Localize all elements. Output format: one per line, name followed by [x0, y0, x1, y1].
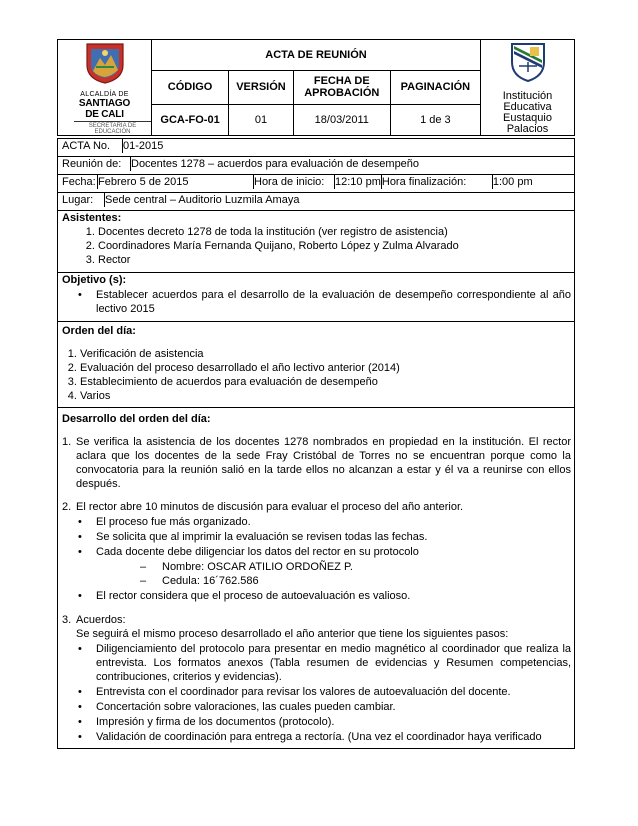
- lugar-value: Sede central – Auditorio Luzmila Amaya: [105, 193, 572, 207]
- reunion-value: Docentes 1278 – acuerdos para evaluación de desempeño: [131, 157, 572, 171]
- col-fecha-label: FECHA DE APROBACIÓN: [293, 71, 390, 104]
- lugar-label: Lugar:: [62, 194, 94, 206]
- list-item: • Entrevista con el coordinador para revisar los valores de autoevaluación del docente.: [96, 685, 571, 699]
- acta-body: [57, 138, 575, 749]
- acta-label: ACTA No.: [62, 140, 111, 152]
- list-item: • Diligenciamiento del protocolo para presentar en medio magnético al coordinador que realiza la entrevista. Los formatos anexos (Tabla resumen de evidencias y Resumen competencias, contribuciones, criterios y evidencias).: [96, 642, 571, 684]
- orden-section: [58, 322, 575, 408]
- list-item: 4. Varios: [80, 389, 571, 403]
- document-header: [57, 39, 575, 136]
- institution-cell: [481, 40, 575, 136]
- desarrollo-item-1: 1. Se verifica la asistencia de los docentes 1278 nombrados en propiedad en la institución. El rector aclara que los docentes de la sede Fray Cristóbal de Torres no se encuentran porque como la convocatoria para la reunión salió en la tarde ellos no alcanzan a estar y él va a reunirse con ellos después.: [62, 436, 571, 490]
- fecha-aprobacion-value: 18/03/2011: [293, 104, 390, 135]
- asistentes-section: [58, 211, 575, 273]
- asistentes-heading: Asistentes:: [62, 212, 122, 224]
- institution-name: Institución Educativa Eustaquio Palacios: [502, 90, 553, 135]
- list-item: • El rector considera que el proceso de autoevaluación es valioso.: [96, 589, 571, 603]
- list-item: 1. Verificación de asistencia: [80, 347, 571, 361]
- acuerdos-intro: Se seguirá el mismo proceso desarrollado el año anterior que tiene los siguientes pasos:: [76, 628, 509, 640]
- acta-value: 01-2015: [123, 139, 572, 153]
- desarrollo-heading: Desarrollo del orden del día:: [62, 413, 211, 425]
- objetivo-section: [58, 273, 575, 322]
- hora-inicio-value: 12:10 pm: [335, 176, 381, 188]
- cali-shield-logo: ALCALDÍA DE SANTIAGO DE CALI SECRETARÍA DE EDUCACIÓN: [74, 41, 136, 135]
- list-item: – Nombre: OSCAR ATILIO ORDOÑEZ P.: [162, 560, 571, 574]
- desarrollo-section: [58, 408, 575, 749]
- list-item: • Validación de coordinación para entrega a rectoría. (Una vez el coordinador haya verificado: [96, 730, 571, 744]
- list-item: 3. Rector: [98, 253, 571, 267]
- hora-inicio-label: Hora de inicio:: [254, 175, 335, 189]
- list-item: 1. Docentes decreto 1278 de toda la institución (ver registro de asistencia): [98, 225, 571, 239]
- list-item: • Establecer acuerdos para el desarrollo de la evaluación de desempeño correspondiente al año lectivo 2015: [96, 288, 571, 316]
- list-item: • Se solicita que al imprimir la evaluación se revisen todas las fechas.: [96, 530, 571, 544]
- paginacion-value: 1 de 3: [390, 104, 480, 135]
- codigo-value: GCA-FO-01: [152, 104, 229, 135]
- desarrollo-item-2: 2. El rector abre 10 minutos de discusión para evaluar el proceso del año anterior.: [62, 501, 464, 513]
- col-paginacion-label: PAGINACIÓN: [390, 71, 480, 104]
- fecha-value: Febrero 5 de 2015: [98, 175, 254, 189]
- cali-logo-cell: [58, 40, 152, 136]
- list-item: 2. Evaluación del proceso desarrollado el año lectivo anterior (2014): [80, 361, 571, 375]
- objetivo-heading: Objetivo (s):: [62, 274, 127, 286]
- list-item: 3. Establecimiento de acuerdos para evaluación de desempeño: [80, 375, 571, 389]
- list-item: – Cedula: 16´762.586: [162, 574, 571, 588]
- desarrollo-item-3: 3. Acuerdos:: [62, 614, 126, 626]
- list-item: • Cada docente debe diligenciar los datos del rector en su protocolo: [96, 545, 571, 559]
- document-title: ACTA DE REUNIÓN: [152, 40, 481, 71]
- institution-shield-logo: [508, 40, 548, 87]
- list-item: • El proceso fue más organizado.: [96, 515, 571, 529]
- list-item: • Impresión y firma de los documentos (protocolo).: [96, 715, 571, 729]
- col-codigo-label: CÓDIGO: [152, 71, 229, 104]
- orden-heading: Orden del día:: [62, 325, 136, 337]
- reunion-label: Reunión de:: [62, 158, 122, 170]
- list-item: 2. Coordinadores María Fernanda Quijano, Roberto López y Zulma Alvarado: [98, 239, 571, 253]
- hora-fin-value: 1:00 pm: [492, 175, 571, 189]
- col-version-label: VERSIÓN: [229, 71, 294, 104]
- version-value: 01: [229, 104, 294, 135]
- hora-fin-label: Hora finalización:: [381, 175, 492, 189]
- list-item: • Concertación sobre valoraciones, las cuales pueden cambiar.: [96, 700, 571, 714]
- fecha-label: Fecha:: [62, 176, 96, 188]
